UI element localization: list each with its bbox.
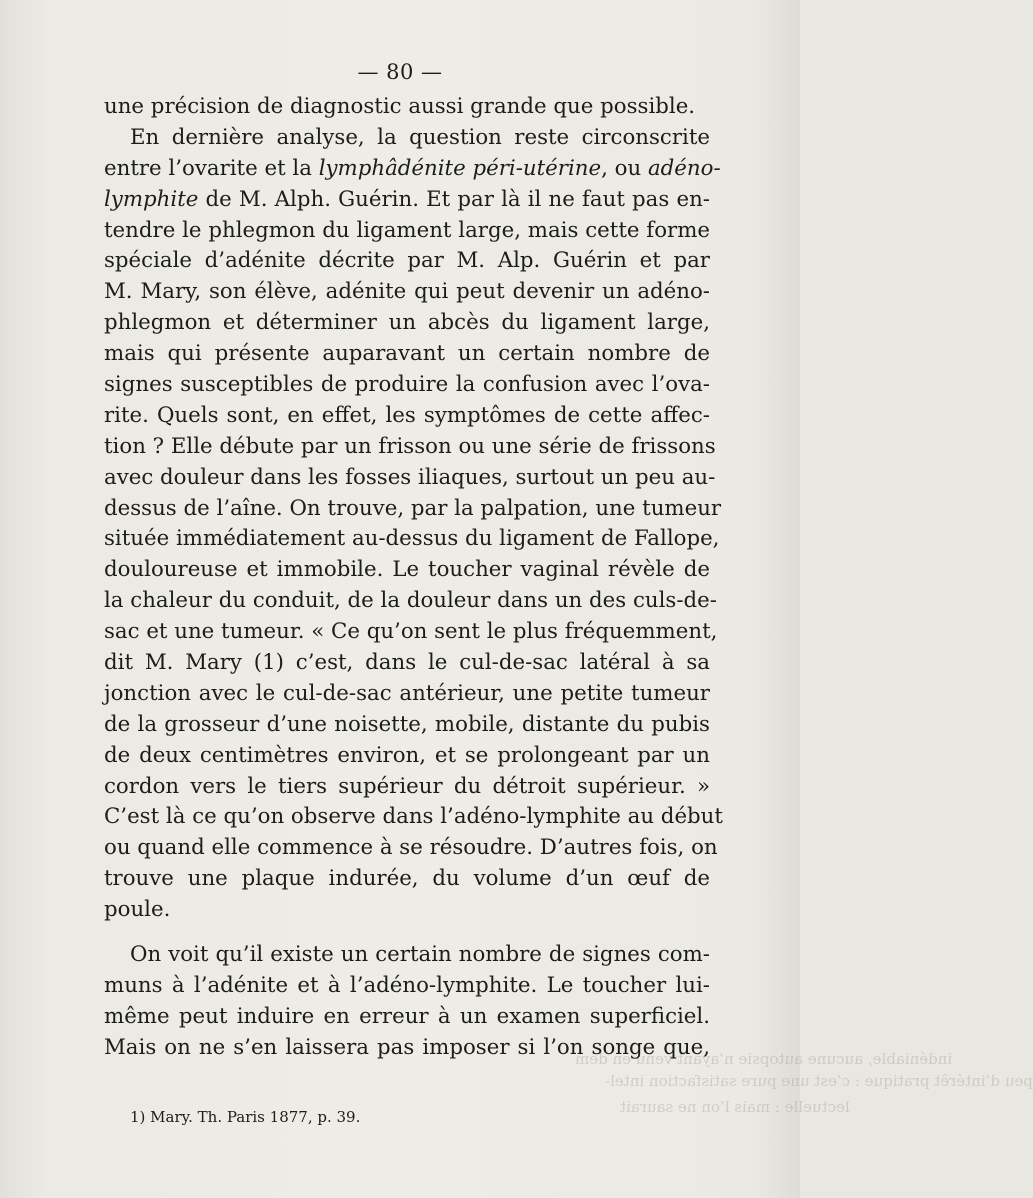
text-line: entre l’ovarite et la lymphâdénite péri-utérine, ou adéno- — [104, 155, 721, 181]
text-line: située immédiatement au-dessus du ligament de Fallope, — [104, 526, 720, 552]
text-line: de la grosseur d’une noisette, mobile, distante du pubis — [104, 711, 710, 737]
text-line: jonction avec le cul-de-sac antérieur, une petite tumeur — [104, 680, 710, 706]
text-line: trouve une plaque indurée, du volume d’un œuf de — [104, 866, 710, 892]
text-line: ou quand elle commence à se résoudre. D’autres fois, on — [104, 835, 718, 861]
text-line: une précision de diagnostic aussi grande que possible. — [104, 94, 696, 119]
text-line: rite. Quels sont, en effet, les symptômes de cette affec- — [104, 402, 710, 428]
text-line: signes susceptibles de produire la confusion avec l’ova- — [104, 372, 710, 398]
text-line: En dernière analyse, la question reste circonscrite — [130, 124, 710, 150]
text-line: On voit qu’il existe un certain nombre de signes com- — [130, 942, 710, 968]
text-line: de deux centimètres environ, et se prolongeant par un — [104, 742, 710, 768]
text-line: tendre le phlegmon du ligament large, mais cette forme — [104, 217, 710, 243]
text-line: lymphite de M. Alph. Guérin. Et par là il ne faut pas en- — [104, 186, 710, 212]
body-text — [104, 92, 723, 1064]
text-line: sac et une tumeur. « Ce qu’on sent le plus fréquemment, — [104, 619, 718, 645]
bleed-through-text: indéniable, aucune autopsie n’ayant venu en dém — [575, 1050, 953, 1068]
text-line: C’est là ce qu’on observe dans l’adéno-lymphite au début — [104, 804, 723, 830]
page-number: — 80 — — [357, 60, 443, 84]
text-line: la chaleur du conduit, de la douleur dans un des culs-de- — [104, 588, 717, 614]
text-line: muns à l’adénite et à l’adéno-lymphite. Le toucher lui- — [104, 972, 710, 998]
text-line: M. Mary, son élève, adénite qui peut devenir un adéno- — [104, 279, 710, 305]
paragraph-gap — [104, 926, 710, 940]
bleed-through-text: peu d’intérêt pratique : c’est une pure satisfaction intel- — [605, 1072, 1033, 1090]
bleed-through-text: lectuelle : mais l’on ne saurait — [620, 1098, 850, 1116]
text-line: phlegmon et déterminer un abcès du ligament large, — [104, 310, 710, 336]
text-line: douloureuse et immobile. Le toucher vaginal révèle de — [104, 557, 710, 583]
text-line: poule. — [104, 897, 171, 923]
footnote: 1) Mary. Th. Paris 1877, p. 39. — [130, 1108, 361, 1126]
text-line: tion ? Elle débute par un frisson ou une série de frissons — [104, 433, 716, 459]
text-line: mais qui présente auparavant un certain nombre de — [104, 341, 710, 367]
text-line: même peut induire en erreur à un examen superficiel. — [104, 1003, 710, 1029]
text-line: spéciale d’adénite décrite par M. Alp. Guérin et par — [104, 248, 710, 274]
text-line: Mais on ne s’en laissera pas imposer si l’on songe que, — [104, 1034, 710, 1060]
text-line: dessus de l’aîne. On trouve, par la palpation, une tumeur — [104, 495, 722, 521]
text-line: dit M. Mary (1) c’est, dans le cul-de-sac latéral à sa — [104, 650, 710, 676]
text-line: cordon vers le tiers supérieur du détroit supérieur. » — [104, 773, 710, 799]
text-line: avec douleur dans les fosses iliaques, surtout un peu au- — [104, 464, 716, 490]
